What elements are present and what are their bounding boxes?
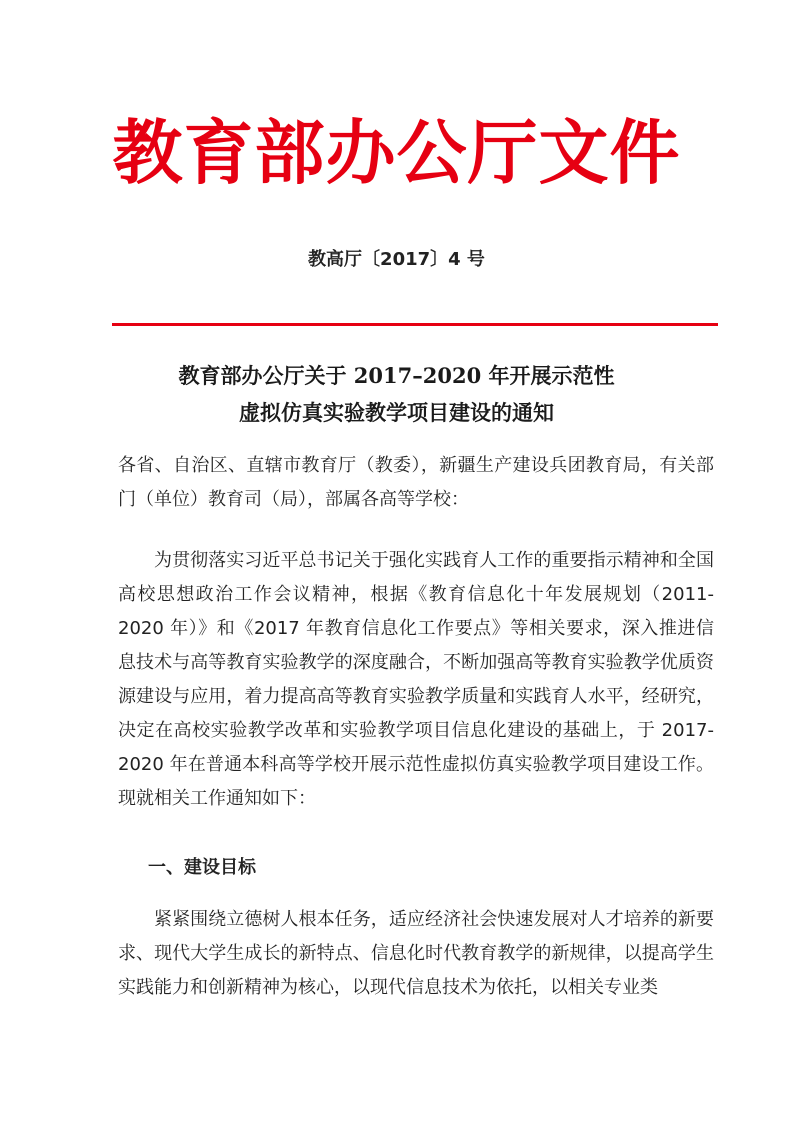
document-number: 教高厅〔2017〕4 号 <box>308 249 485 270</box>
red-divider-rule <box>112 323 718 326</box>
section-heading-goals: 一、建设目标 <box>148 857 256 878</box>
paragraph-2-text: 紧紧围绕立德树人根本任务，适应经济社会快速发展对人才培养的新要求、现代大学生成长的新特点、信息化时代教育教学的新规律，以提高学生实践能力和创新精神为核心，以现代信息技术为依托，以相关专业类 <box>118 909 714 998</box>
document-header-title: 教育部办公厅文件 <box>112 112 681 194</box>
body-paragraph-2 <box>118 903 714 1005</box>
paragraph-1-text: 为贯彻落实习近平总书记关于强化实践育人工作的重要指示精神和全国高校思想政治工作会议精神，根据《教育信息化十年发展规划（2011-2020 年）》和《2017 年教育信息化工作要点》等相关要求，深入推进信息技术与高等教育实验教学的深度融合，不断加强高等教育实验教学优质资源建设与应用，着力提高高等教育实验教学质量和实践育人水平，经研究，决定在高校实验教学改革和实验教学项目信息化建设的基础上，于 2017-2020 年在普通本科高等学校开展示范性虚拟仿真实验教学项目建设工作。现就相关工作通知如下： <box>118 550 714 809</box>
notice-title-line-2: 虚拟仿真实验教学项目建设的通知 <box>239 400 554 425</box>
addressee-block <box>118 449 714 517</box>
notice-title <box>0 357 793 431</box>
notice-title-line-1: 教育部办公厅关于 2017–2020 年开展示范性 <box>178 363 615 388</box>
addressee-text: 各省、自治区、直辖市教育厅（教委），新疆生产建设兵团教育局，有关部门（单位）教育司（局），部属各高等学校： <box>118 455 714 510</box>
body-paragraph-1 <box>118 544 714 816</box>
